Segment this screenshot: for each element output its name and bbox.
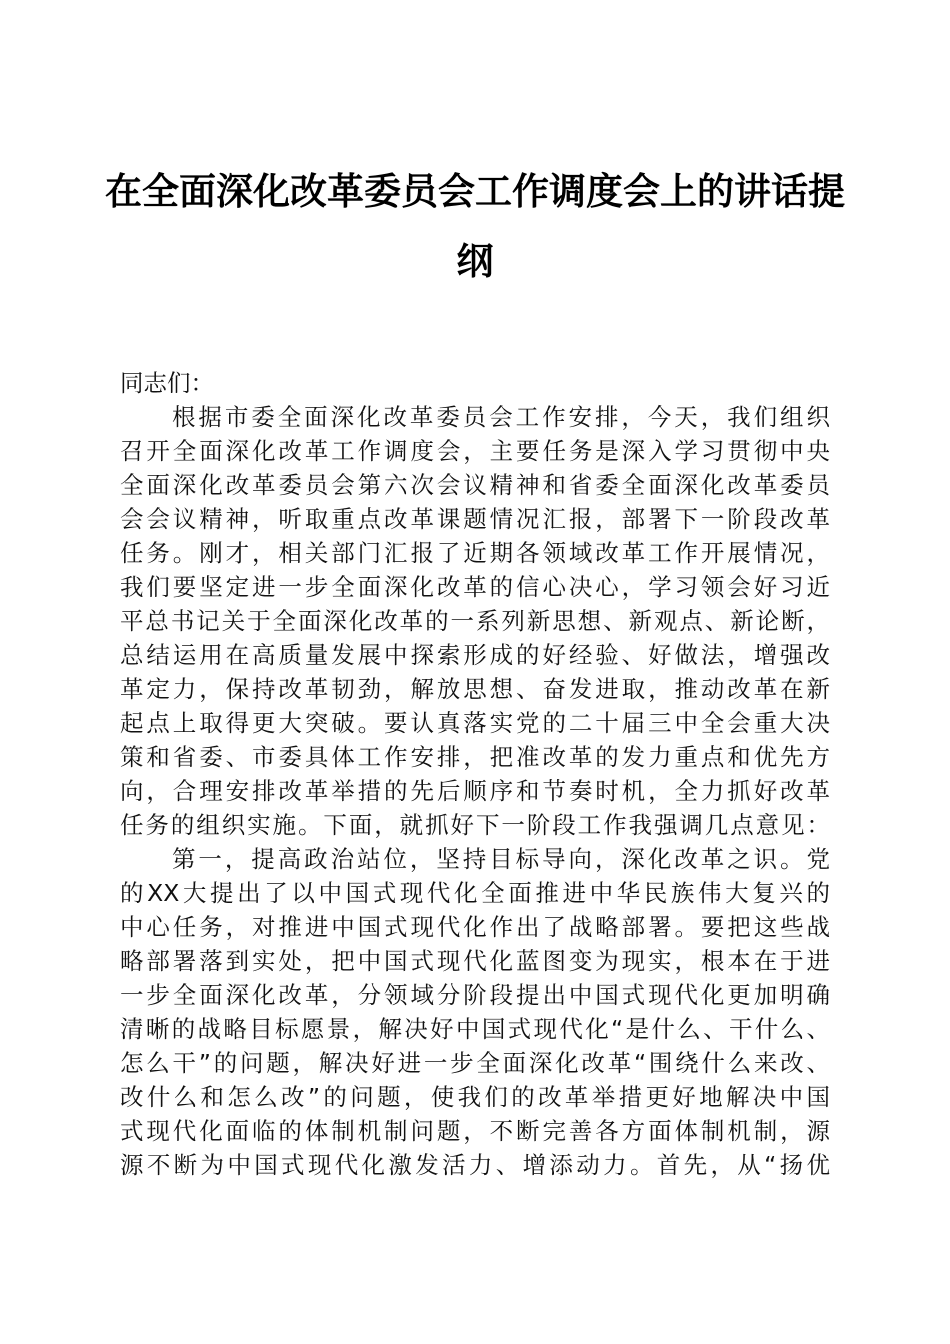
paragraph-line: 源不断为中国式现代化激发活力、增添动力。首先，从“扬优 <box>120 1151 830 1179</box>
paragraph-line: 怎么干”的问题，解决好进一步全面深化改革“围绕什么来改、 <box>120 1049 830 1077</box>
salutation: 同志们： <box>120 369 214 397</box>
paragraph-line: 第一，提高政治站位，坚持目标导向，深化改革之识。党 <box>172 845 830 873</box>
document-title-line-2: 纲 <box>456 239 494 283</box>
paragraph-line: 我们要坚定进一步全面深化改革的信心决心，学习领会好习近 <box>120 573 830 601</box>
paragraph-line: 全面深化改革委员会第六次会议精神和省委全面深化改革委员 <box>120 471 830 499</box>
paragraph-line: 起点上取得更大突破。要认真落实党的二十届三中全会重大决 <box>120 709 830 737</box>
paragraph-line: 会会议精神，听取重点改革课题情况汇报，部署下一阶段改革 <box>120 505 830 533</box>
paragraph-line: 式现代化面临的体制机制问题，不断完善各方面体制机制，源 <box>120 1117 830 1145</box>
paragraph-line: 的XX大提出了以中国式现代化全面推进中华民族伟大复兴的 <box>120 879 830 907</box>
paragraph-line: 清晰的战略目标愿景，解决好中国式现代化“是什么、干什么、 <box>120 1015 830 1043</box>
document-title-line-1: 在全面深化改革委员会工作调度会上的讲话提 <box>105 169 845 213</box>
paragraph-line: 任务的组织实施。下面，就抓好下一阶段工作我强调几点意见： <box>120 811 830 839</box>
paragraph-line: 任务。刚才，相关部门汇报了近期各领域改革工作开展情况， <box>120 539 830 567</box>
paragraph-line: 一步全面深化改革，分领域分阶段提出中国式现代化更加明确 <box>120 981 830 1009</box>
paragraph-line: 总结运用在高质量发展中探索形成的好经验、好做法，增强改 <box>120 641 830 669</box>
paragraph-line: 向，合理安排改革举措的先后顺序和节奏时机，全力抓好改革 <box>120 777 830 805</box>
paragraph-line: 革定力，保持改革韧劲，解放思想、奋发进取，推动改革在新 <box>120 675 830 703</box>
paragraph-line: 平总书记关于全面深化改革的一系列新思想、新观点、新论断， <box>120 607 830 635</box>
paragraph-line: 中心任务，对推进中国式现代化作出了战略部署。要把这些战 <box>120 913 830 941</box>
paragraph-line: 策和省委、市委具体工作安排，把准改革的发力重点和优先方 <box>120 743 830 771</box>
paragraph-line: 召开全面深化改革工作调度会，主要任务是深入学习贯彻中央 <box>120 437 830 465</box>
paragraph-line: 改什么和怎么改”的问题，使我们的改革举措更好地解决中国 <box>120 1083 830 1111</box>
paragraph-line: 根据市委全面深化改革委员会工作安排，今天，我们组织 <box>172 403 830 431</box>
paragraph-line: 略部署落到实处，把中国式现代化蓝图变为现实，根本在于进 <box>120 947 830 975</box>
